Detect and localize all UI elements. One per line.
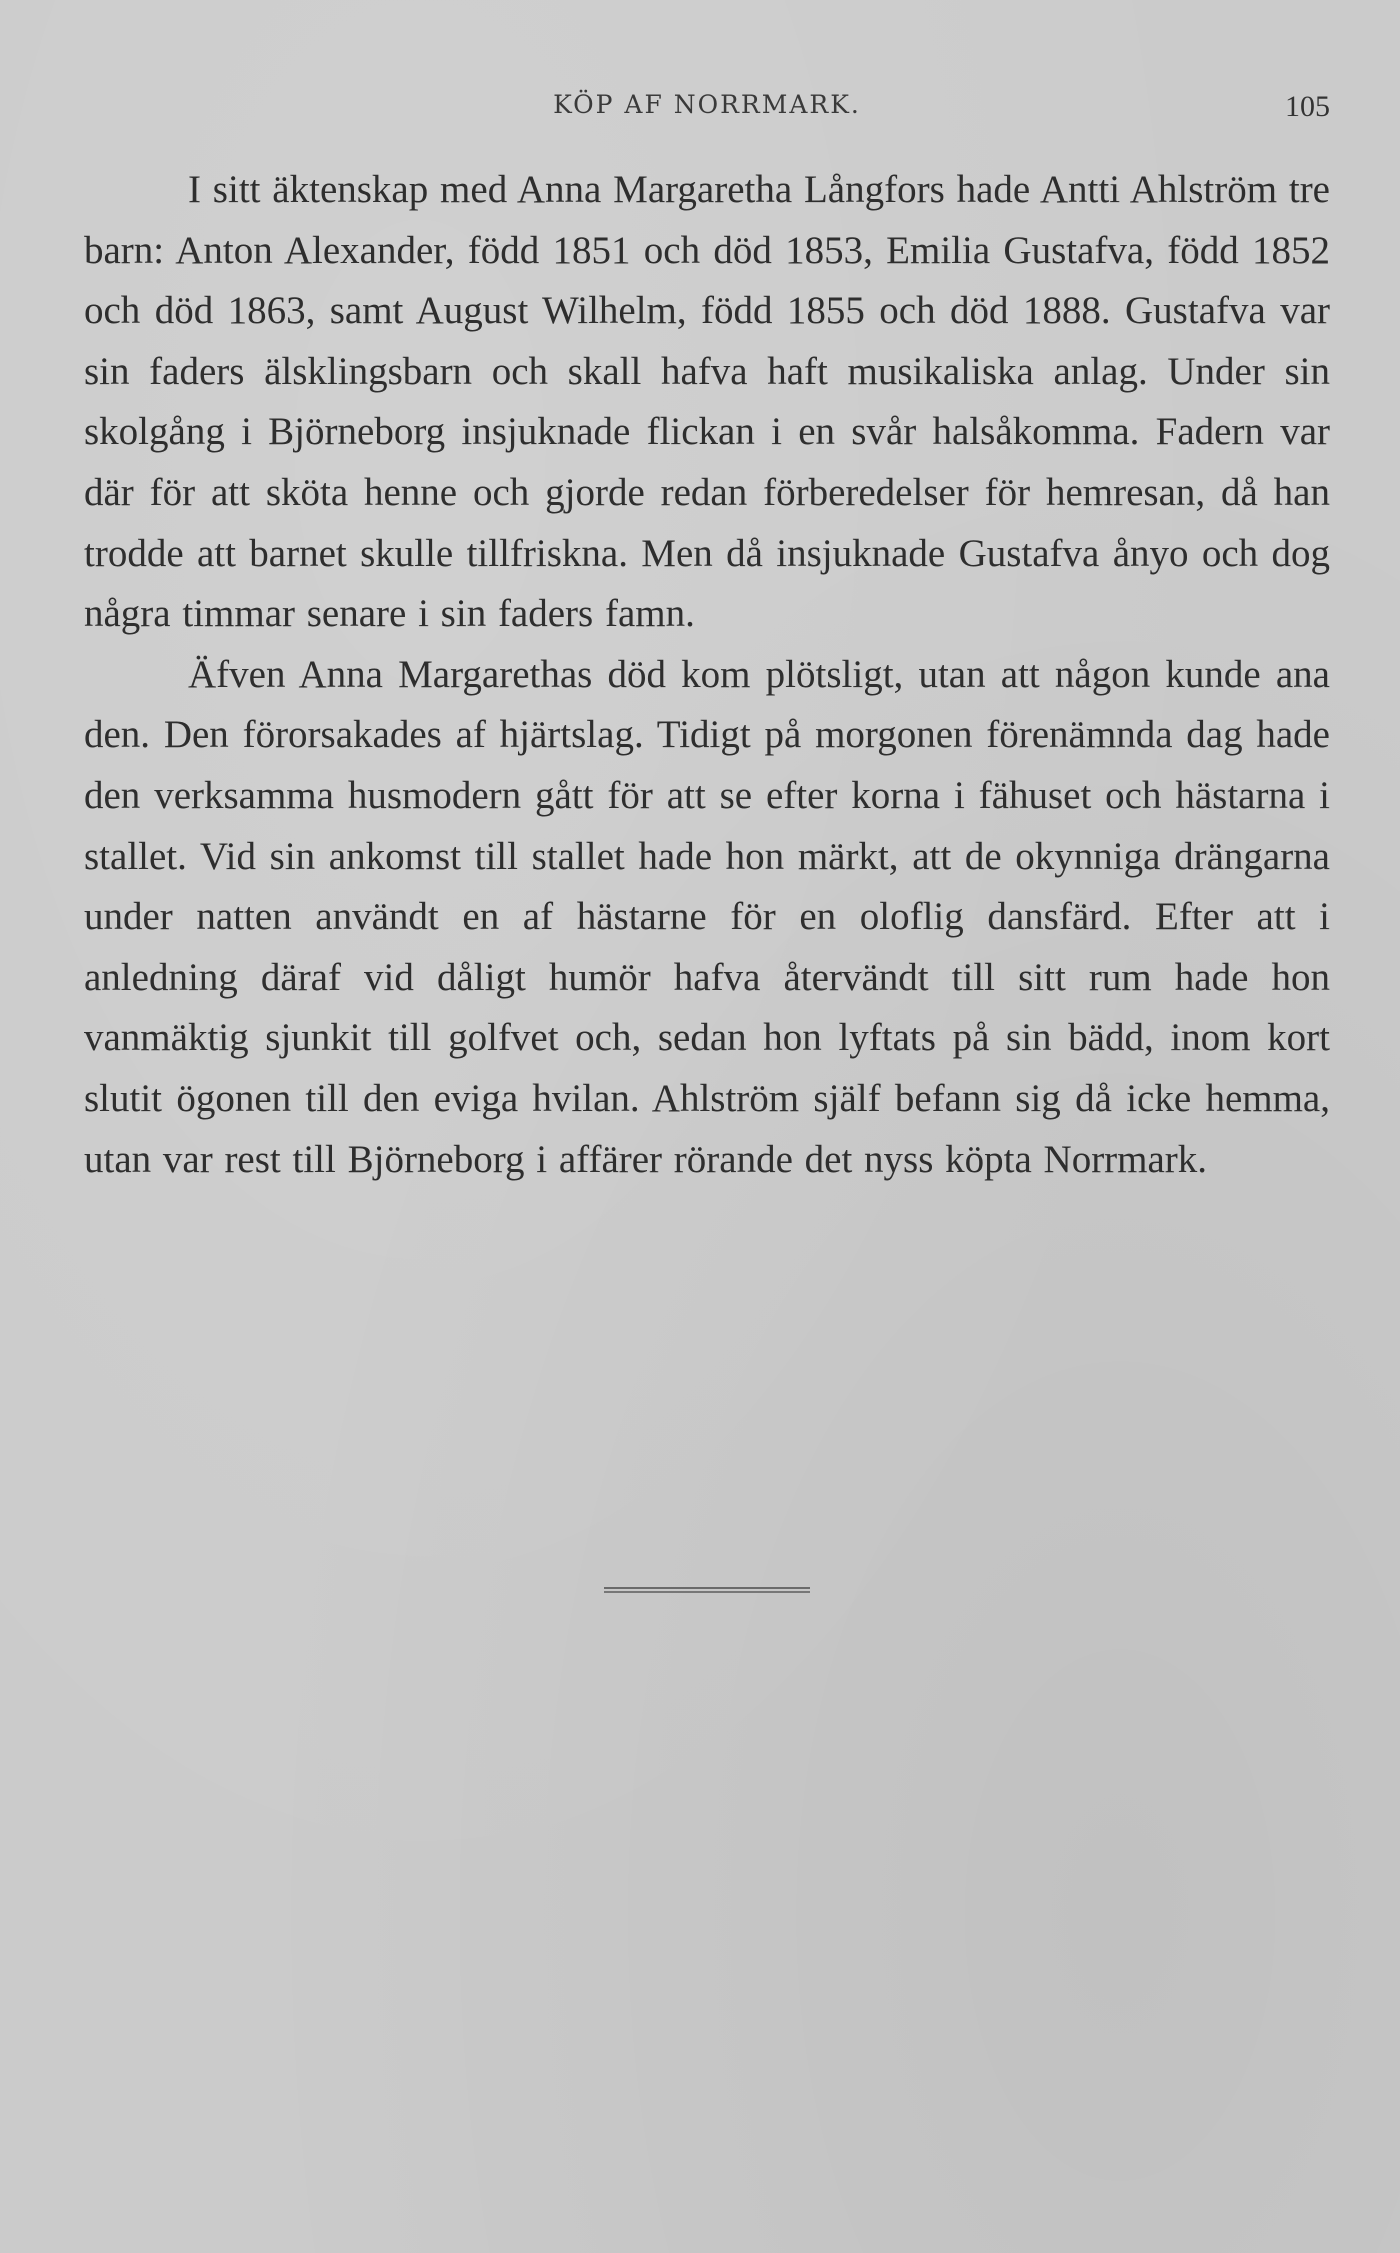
body-text	[84, 160, 1330, 1190]
end-divider-line-bottom	[604, 1591, 810, 1593]
end-divider	[604, 1587, 810, 1593]
running-title: KÖP AF NORRMARK.	[553, 90, 861, 119]
paragraph-2: Äfven Anna Margarethas död kom plötsligt, utan att någon kunde ana den. Den förorsakades af hjärtslag. Tidigt på morgonen förenämnda dag hade den verksamma husmodern gått för att se efter korna i fähuset och hästarna i stallet. Vid sin ankomst till stallet hade hon märkt, att de okynniga drängarna under natten användt en af hästarne för en oloflig dansfärd. Efter att i anledning däraf vid dåligt humör hafva återvändt till sitt rum hade hon vanmäktig sjunkit till golfvet och, sedan hon lyftats på sin bädd, inom kort slutit ögonen till den eviga hvilan. Ahlström själf befann sig då icke hemma, utan var rest till Björneborg i affärer rörande det nyss köpta Norrmark.	[84, 652, 1330, 1181]
running-head	[84, 90, 1330, 130]
paragraph-1: I sitt äktenskap med Anna Margaretha Långfors hade Antti Ahlström tre barn: Anton Alexander, född 1851 och död 1853, Emilia Gustafva, född 1852 och död 1863, samt August Wilhelm, född 1855 och död 1888. Gustafva var sin faders älsklingsbarn och skall hafva haft musikaliska anlag. Under sin skolgång i Björneborg insjuknade flickan i en svår halsåkomma. Fadern var där för att sköta henne och gjorde redan förberedelser för hemresan, då han trodde att barnet skulle tillfriskna. Men då insjuknade Gustafva ånyo och dog några timmar senare i sin faders famn.	[84, 168, 1330, 636]
end-divider-line-top	[604, 1587, 810, 1589]
page-number: 105	[1285, 90, 1330, 123]
